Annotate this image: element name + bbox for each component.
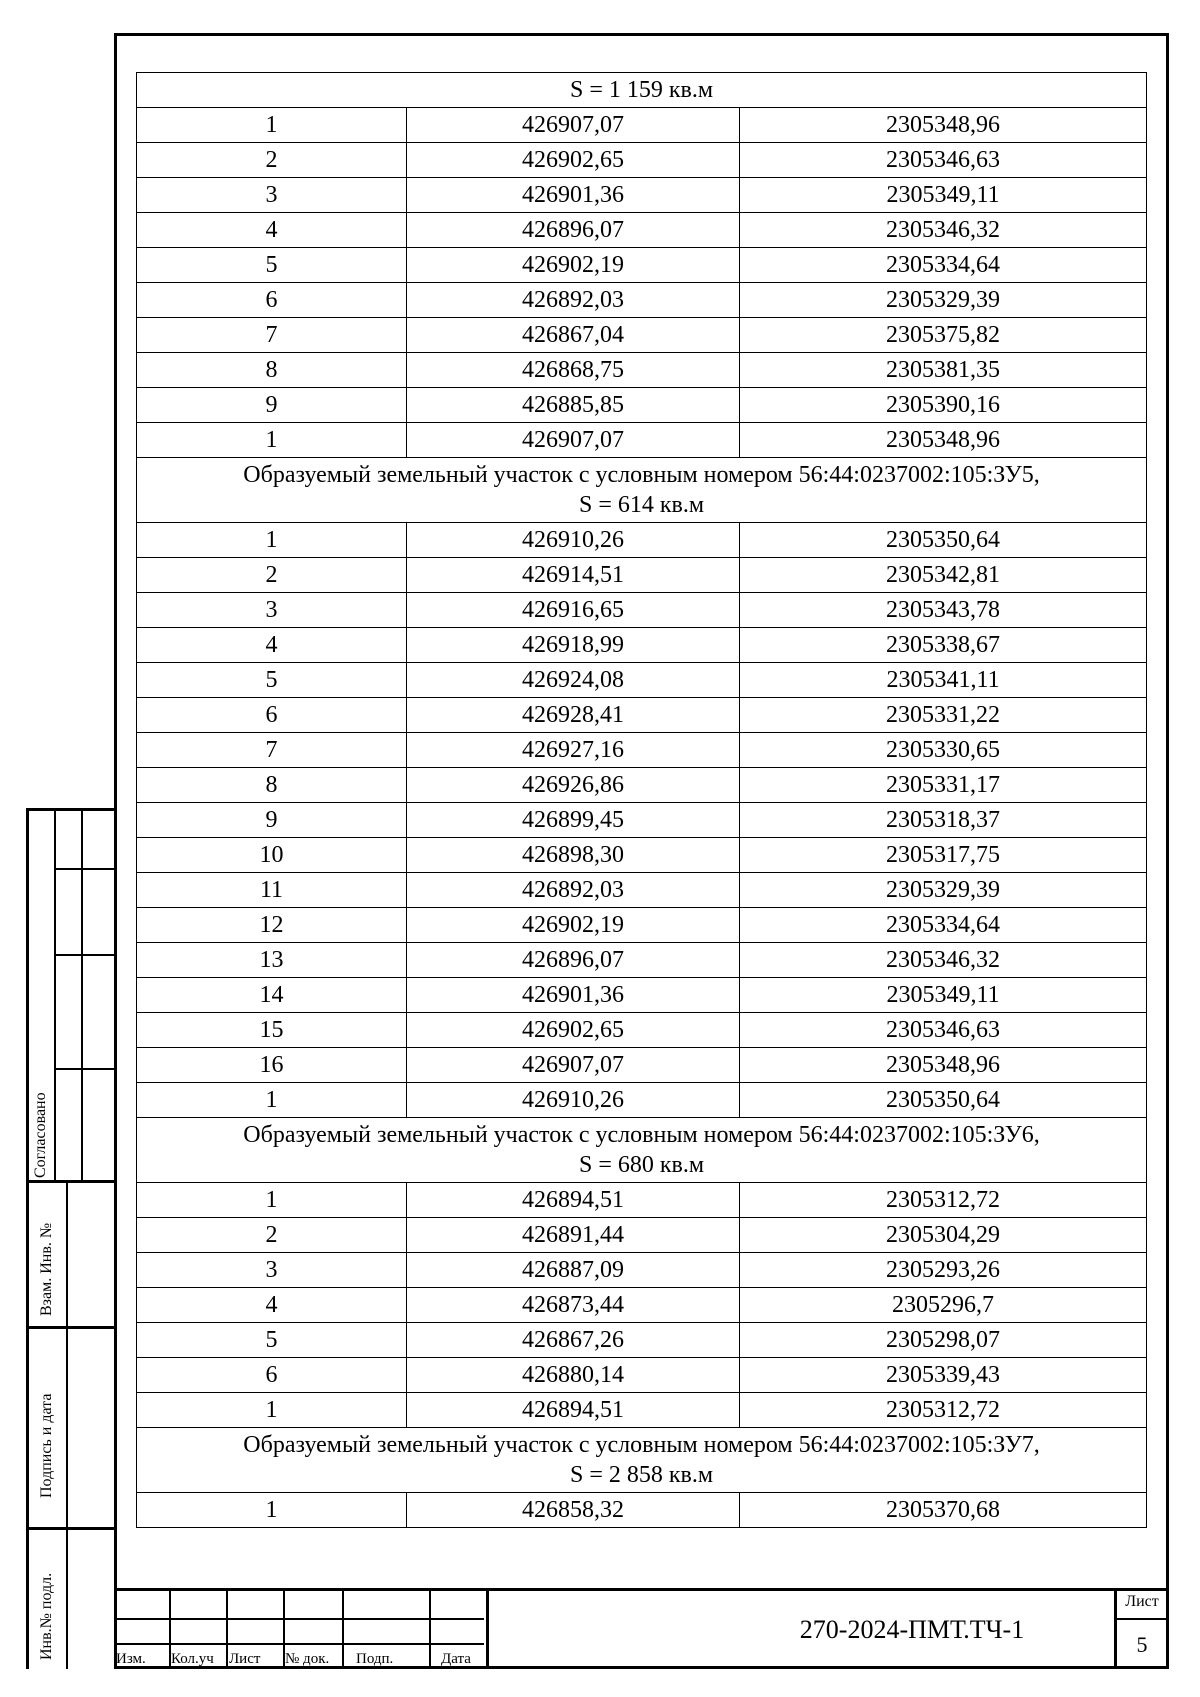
y-coordinate-cell: 2305339,43 [740, 1358, 1147, 1393]
table-row [137, 1493, 1147, 1528]
x-coordinate-cell: 426907,07 [407, 1048, 740, 1083]
point-number-cell: 8 [137, 768, 407, 803]
table-row [137, 663, 1147, 698]
x-coordinate-cell: 426858,32 [407, 1493, 740, 1528]
y-coordinate-cell: 2305349,11 [740, 978, 1147, 1013]
point-number-cell: 1 [137, 1493, 407, 1528]
y-coordinate-cell: 2305390,16 [740, 388, 1147, 423]
table-row [137, 978, 1147, 1013]
x-coordinate-cell: 426894,51 [407, 1183, 740, 1218]
x-coordinate-cell: 426926,86 [407, 768, 740, 803]
section-header-row [137, 1118, 1147, 1183]
col-label-change: Изм. [116, 1651, 146, 1667]
table-row [137, 248, 1147, 283]
x-coordinate-cell: 426916,65 [407, 593, 740, 628]
y-coordinate-cell: 2305342,81 [740, 558, 1147, 593]
y-coordinate-cell: 2305329,39 [740, 873, 1147, 908]
x-coordinate-cell: 426907,07 [407, 108, 740, 143]
y-coordinate-cell: 2305296,7 [740, 1288, 1147, 1323]
table-row [137, 423, 1147, 458]
title-block-col-line [486, 1591, 489, 1669]
y-coordinate-cell: 2305343,78 [740, 593, 1147, 628]
point-number-cell: 5 [137, 248, 407, 283]
x-coordinate-cell: 426892,03 [407, 873, 740, 908]
title-block-col-line [342, 1591, 344, 1669]
point-number-cell: 6 [137, 698, 407, 733]
y-coordinate-cell: 2305341,11 [740, 663, 1147, 698]
table-row [137, 733, 1147, 768]
y-coordinate-cell: 2305329,39 [740, 283, 1147, 318]
side-stamp-line [66, 1180, 68, 1669]
side-stamp-line [26, 1326, 114, 1329]
point-number-cell: 4 [137, 1288, 407, 1323]
table-row [137, 803, 1147, 838]
table-row [137, 873, 1147, 908]
x-coordinate-cell: 426885,85 [407, 388, 740, 423]
signature-date-label: Подпись и дата [38, 1393, 55, 1498]
point-number-cell: 9 [137, 388, 407, 423]
coordinates-table [136, 72, 1147, 1528]
x-coordinate-cell: 426891,44 [407, 1218, 740, 1253]
point-number-cell: 3 [137, 593, 407, 628]
section-header-line: Образуемый земельный участок с условным номером 56:44:0237002:105:ЗУ7, [243, 1432, 1040, 1458]
point-number-cell: 9 [137, 803, 407, 838]
y-coordinate-cell: 2305298,07 [740, 1323, 1147, 1358]
y-coordinate-cell: 2305346,63 [740, 143, 1147, 178]
table-row [137, 1358, 1147, 1393]
x-coordinate-cell: 426907,07 [407, 423, 740, 458]
section-header [137, 1118, 1147, 1183]
y-coordinate-cell: 2305375,82 [740, 318, 1147, 353]
y-coordinate-cell: 2305304,29 [740, 1218, 1147, 1253]
x-coordinate-cell: 426868,75 [407, 353, 740, 388]
point-number-cell: 13 [137, 943, 407, 978]
y-coordinate-cell: 2305312,72 [740, 1393, 1147, 1428]
table-row [137, 1323, 1147, 1358]
table-row [137, 838, 1147, 873]
section-header-row [137, 73, 1147, 108]
replaced-inv-label: Взам. Инв. № [38, 1222, 55, 1316]
side-stamp-line [54, 868, 114, 870]
y-coordinate-cell: 2305348,96 [740, 423, 1147, 458]
x-coordinate-cell: 426887,09 [407, 1253, 740, 1288]
point-number-cell: 5 [137, 1323, 407, 1358]
section-header [137, 1428, 1147, 1493]
table-row [137, 213, 1147, 248]
table-row [137, 558, 1147, 593]
table-row [137, 1253, 1147, 1288]
side-stamp-line [54, 808, 56, 1180]
section-header-line: S = 680 кв.м [578, 1152, 705, 1178]
y-coordinate-cell: 2305348,96 [740, 108, 1147, 143]
y-coordinate-cell: 2305350,64 [740, 1083, 1147, 1118]
point-number-cell: 1 [137, 1183, 407, 1218]
point-number-cell: 15 [137, 1013, 407, 1048]
col-label-date: Дата [441, 1651, 471, 1667]
x-coordinate-cell: 426896,07 [407, 943, 740, 978]
y-coordinate-cell: 2305331,22 [740, 698, 1147, 733]
point-number-cell: 1 [137, 423, 407, 458]
point-number-cell: 2 [137, 1218, 407, 1253]
point-number-cell: 16 [137, 1048, 407, 1083]
x-coordinate-cell: 426901,36 [407, 178, 740, 213]
x-coordinate-cell: 426927,16 [407, 733, 740, 768]
section-header-row [137, 458, 1147, 523]
point-number-cell: 4 [137, 628, 407, 663]
y-coordinate-cell: 2305346,63 [740, 1013, 1147, 1048]
table-row [137, 1083, 1147, 1118]
point-number-cell: 4 [137, 213, 407, 248]
point-number-cell: 2 [137, 143, 407, 178]
table-row [137, 1218, 1147, 1253]
x-coordinate-cell: 426899,45 [407, 803, 740, 838]
point-number-cell: 7 [137, 318, 407, 353]
y-coordinate-cell: 2305350,64 [740, 523, 1147, 558]
table-row [137, 1048, 1147, 1083]
table-row [137, 388, 1147, 423]
point-number-cell: 11 [137, 873, 407, 908]
title-block-col-line [429, 1591, 431, 1669]
x-coordinate-cell: 426880,14 [407, 1358, 740, 1393]
x-coordinate-cell: 426901,36 [407, 978, 740, 1013]
table-row [137, 318, 1147, 353]
table-row [137, 523, 1147, 558]
x-coordinate-cell: 426898,30 [407, 838, 740, 873]
y-coordinate-cell: 2305318,37 [740, 803, 1147, 838]
table-row [137, 143, 1147, 178]
table-row [137, 108, 1147, 143]
y-coordinate-cell: 2305346,32 [740, 213, 1147, 248]
point-number-cell: 10 [137, 838, 407, 873]
section-header [137, 458, 1147, 523]
agreed-label: Согласовано [32, 1092, 49, 1178]
point-number-cell: 6 [137, 283, 407, 318]
x-coordinate-cell: 426873,44 [407, 1288, 740, 1323]
x-coordinate-cell: 426867,04 [407, 318, 740, 353]
document-code: 270-2024-ПМТ.ТЧ-1 [799, 1615, 1025, 1644]
x-coordinate-cell: 426896,07 [407, 213, 740, 248]
side-stamp-line [54, 954, 114, 956]
section-header-row [137, 1428, 1147, 1493]
table-row [137, 908, 1147, 943]
table-row [137, 628, 1147, 663]
x-coordinate-cell: 426892,03 [407, 283, 740, 318]
x-coordinate-cell: 426902,19 [407, 248, 740, 283]
col-label-count: Кол.уч [171, 1651, 214, 1667]
x-coordinate-cell: 426924,08 [407, 663, 740, 698]
col-label-signature: Подп. [356, 1651, 394, 1667]
side-stamp [26, 808, 114, 1669]
point-number-cell: 1 [137, 523, 407, 558]
y-coordinate-cell: 2305317,75 [740, 838, 1147, 873]
y-coordinate-cell: 2305346,32 [740, 943, 1147, 978]
y-coordinate-cell: 2305349,11 [740, 178, 1147, 213]
table-row [137, 178, 1147, 213]
x-coordinate-cell: 426902,19 [407, 908, 740, 943]
table-row [137, 353, 1147, 388]
point-number-cell: 5 [137, 663, 407, 698]
x-coordinate-cell: 426894,51 [407, 1393, 740, 1428]
section-header-line: S = 1 159 кв.м [569, 77, 714, 103]
y-coordinate-cell: 2305381,35 [740, 353, 1147, 388]
title-block [114, 1588, 1169, 1669]
y-coordinate-cell: 2305338,67 [740, 628, 1147, 663]
table-row [137, 283, 1147, 318]
table-row [137, 1013, 1147, 1048]
side-stamp-line [54, 1068, 114, 1070]
table-row [137, 1183, 1147, 1218]
side-stamp-line [26, 1180, 114, 1183]
inv-original-label: Инв.№ подл. [38, 1572, 55, 1660]
point-number-cell: 3 [137, 1253, 407, 1288]
y-coordinate-cell: 2305334,64 [740, 908, 1147, 943]
x-coordinate-cell: 426918,99 [407, 628, 740, 663]
y-coordinate-cell: 2305370,68 [740, 1493, 1147, 1528]
point-number-cell: 14 [137, 978, 407, 1013]
y-coordinate-cell: 2305312,72 [740, 1183, 1147, 1218]
point-number-cell: 3 [137, 178, 407, 213]
section-header-line: S = 614 кв.м [578, 492, 705, 518]
section-header-line: Образуемый земельный участок с условным номером 56:44:0237002:105:ЗУ6, [243, 1122, 1040, 1148]
y-coordinate-cell: 2305330,65 [740, 733, 1147, 768]
sheet-label: Лист [1125, 1593, 1159, 1610]
y-coordinate-cell: 2305293,26 [740, 1253, 1147, 1288]
x-coordinate-cell: 426910,26 [407, 1083, 740, 1118]
y-coordinate-cell: 2305331,17 [740, 768, 1147, 803]
point-number-cell: 8 [137, 353, 407, 388]
y-coordinate-cell: 2305334,64 [740, 248, 1147, 283]
x-coordinate-cell: 426910,26 [407, 523, 740, 558]
x-coordinate-cell: 426902,65 [407, 1013, 740, 1048]
section-header-line: Образуемый земельный участок с условным номером 56:44:0237002:105:ЗУ5, [243, 462, 1040, 488]
point-number-cell: 2 [137, 558, 407, 593]
table-row [137, 698, 1147, 733]
side-stamp-line [26, 1527, 114, 1530]
point-number-cell: 12 [137, 908, 407, 943]
sheet-number: 5 [1136, 1632, 1148, 1657]
table-row [137, 1288, 1147, 1323]
table-row [137, 768, 1147, 803]
point-number-cell: 1 [137, 1393, 407, 1428]
point-number-cell: 6 [137, 1358, 407, 1393]
table-row [137, 593, 1147, 628]
x-coordinate-cell: 426867,26 [407, 1323, 740, 1358]
table-row [137, 1393, 1147, 1428]
side-stamp-line [26, 808, 114, 811]
point-number-cell: 1 [137, 1083, 407, 1118]
x-coordinate-cell: 426914,51 [407, 558, 740, 593]
table-row [137, 943, 1147, 978]
col-label-sheet: Лист [229, 1651, 261, 1667]
section-header-line: S = 2 858 кв.м [569, 1462, 714, 1488]
point-number-cell: 1 [137, 108, 407, 143]
x-coordinate-cell: 426902,65 [407, 143, 740, 178]
col-label-doc-no: № док. [285, 1651, 330, 1667]
side-stamp-line [26, 808, 29, 1669]
side-stamp-line [81, 808, 83, 1180]
y-coordinate-cell: 2305348,96 [740, 1048, 1147, 1083]
title-block-col-line [226, 1591, 228, 1669]
point-number-cell: 7 [137, 733, 407, 768]
x-coordinate-cell: 426928,41 [407, 698, 740, 733]
section-header [137, 73, 1147, 108]
